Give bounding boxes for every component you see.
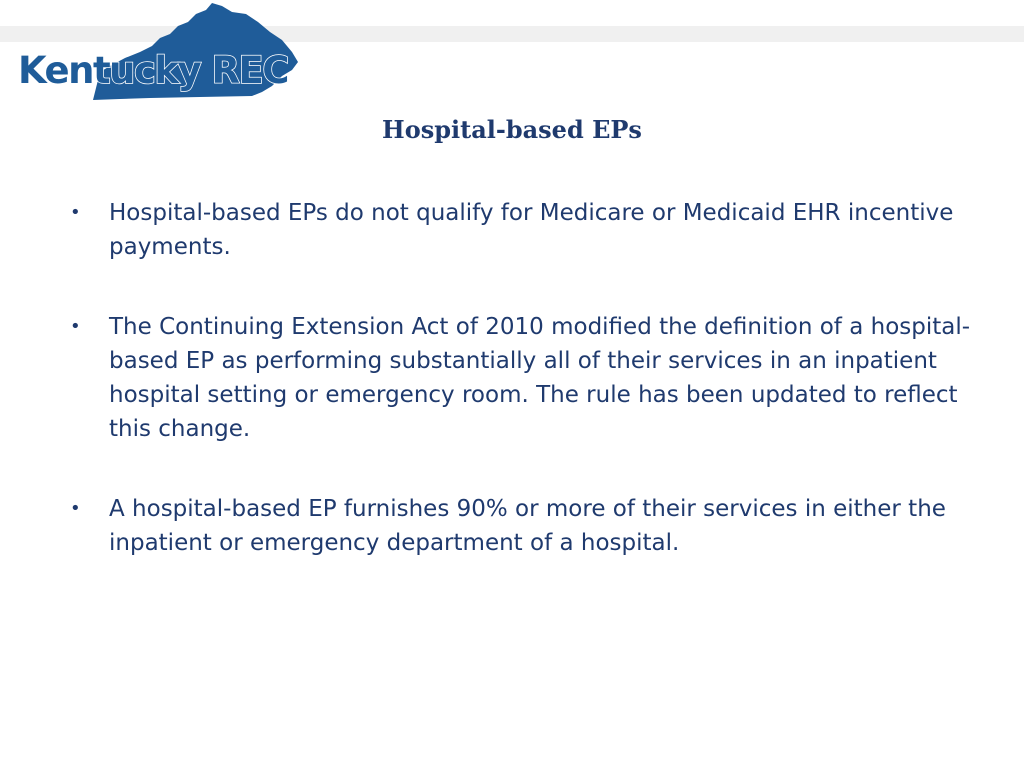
bullet-item [70,492,990,560]
bullet-marker: • [70,316,81,337]
bullet-marker: • [70,202,81,223]
bullet-item [70,310,990,446]
bullet-item [70,196,990,264]
logo-text: Kentucky REC [18,49,288,92]
bullet-list [70,196,990,606]
bullet-marker: • [70,498,81,519]
bullet-text: The Continuing Extension Act of 2010 modified the definition of a hospital-based EP as performing substantially all of their services in an inpatient hospital setting or emergency room. The rule has been updated to reflect this change. [109,314,971,442]
kentucky-rec-logo [0,0,310,110]
slide-title: Hospital-based EPs [382,115,642,144]
bullet-text: A hospital-based EP furnishes 90% or more of their services in either the inpatient or emergency department of a hospital. [109,496,946,556]
bullet-text: Hospital-based EPs do not qualify for Medicare or Medicaid EHR incentive payments. [109,200,954,260]
